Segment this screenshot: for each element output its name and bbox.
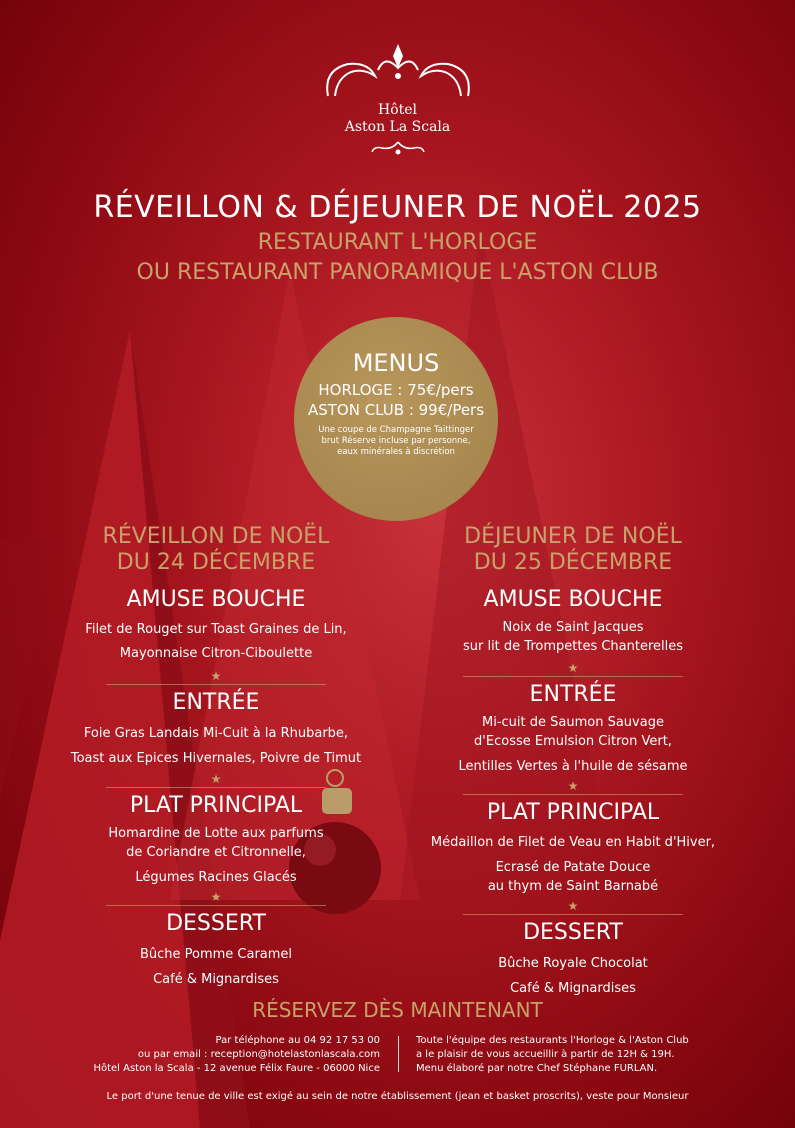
reserve-contact	[40, 1034, 380, 1076]
reserve-phone[interactable]: Par téléphone au 04 92 17 53 00	[215, 1035, 380, 1046]
reveillon-amuse-title: AMUSE BOUCHE	[126, 587, 306, 612]
divider	[106, 684, 326, 685]
flourish-icon	[368, 140, 428, 158]
reserve-team-note: Toute l'équipe des restaurants l'Horloge & l'Aston Club a le plaisir de vous accueillir à partir de 12H & 19H. Menu élaboré par notre Chef Stéphane FURLAN.	[416, 1035, 689, 1074]
menus-price-badge	[294, 317, 498, 521]
reveillon-plat-dish: Homardine de Lotte aux parfums de Coriandre et Citronnelle, Légumes Racines Glacés	[108, 826, 324, 885]
divider	[463, 676, 683, 677]
hotel-logo	[0, 40, 795, 158]
dejeuner-entree-title: ENTRÉE	[529, 682, 617, 707]
hotel-name-line1: Hôtel	[377, 102, 418, 118]
star-divider-icon: ★	[210, 669, 222, 683]
dejeuner-dessert-dish: Bûche Royale Chocolat Café & Mignardises	[498, 956, 648, 996]
dejeuner-entree-dish: Mi-cuit de Saumon Sauvage d'Ecosse Emulsion Citron Vert, Lentilles Vertes à l'huile de sésame	[458, 715, 688, 774]
menus-note: Une coupe de Champagne Taittinger brut Réserve incluse par personne, eaux minérales à discrétion	[318, 425, 474, 457]
star-divider-icon: ★	[210, 890, 222, 904]
reveillon-amuse-dish: Filet de Rouget sur Toast Graines de Lin, Mayonnaise Citron-Ciboulette	[85, 622, 347, 661]
menus-heading: MENUS	[352, 349, 440, 377]
divider	[106, 905, 326, 906]
reserve-title: RÉSERVEZ DÈS MAINTENANT	[252, 998, 543, 1022]
reveillon-dessert-title: DESSERT	[166, 911, 266, 936]
star-divider-icon: ★	[567, 661, 579, 675]
reserve-address: Hôtel Aston la Scala - 12 avenue Félix Faure - 06000 Nice	[93, 1063, 380, 1074]
star-divider-icon: ★	[567, 899, 579, 913]
reveillon-date: DU 24 DÉCEMBRE	[116, 550, 316, 575]
subtitle-aston-club: OU RESTAURANT PANORAMIQUE L'ASTON CLUB	[136, 260, 659, 285]
page-title: RÉVEILLON & DÉJEUNER DE NOËL 2025	[93, 190, 702, 225]
dejeuner-plat-dish: Médaillon de Filet de Veau en Habit d'Hiver, Ecrasé de Patate Douce au thym de Saint Barnabé	[430, 835, 716, 894]
dejeuner-title: DÉJEUNER DE NOËL	[464, 524, 682, 549]
reveillon-entree-dish: Foie Gras Landais Mi-Cuit à la Rhubarbe, Toast aux Epices Hivernales, Poivre de Timut	[70, 726, 362, 766]
dejeuner-amuse-dish: Noix de Saint Jacques sur lit de Trompettes Chanterelles	[462, 620, 684, 654]
reveillon-entree-title: ENTRÉE	[172, 690, 260, 715]
reserve-email[interactable]: ou par email : reception@hotelastonlascala.com	[137, 1049, 380, 1060]
dejeuner-dessert-title: DESSERT	[523, 920, 623, 945]
reveillon-column	[46, 524, 386, 992]
reveillon-plat-title: PLAT PRINCIPAL	[129, 793, 303, 818]
price-aston-club: ASTON CLUB : 99€/Pers	[307, 401, 485, 419]
star-divider-icon: ★	[567, 779, 579, 793]
dejeuner-column	[403, 524, 743, 1001]
divider	[106, 787, 326, 788]
reveillon-dessert-dish: Bûche Pomme Caramel Café & Mignardises	[139, 947, 293, 987]
crown-ornament-icon	[323, 40, 473, 102]
divider	[463, 914, 683, 915]
dejeuner-date: DU 25 DÉCEMBRE	[473, 550, 673, 575]
dejeuner-plat-title: PLAT PRINCIPAL	[486, 800, 660, 825]
dress-code-note: Le port d'une tenue de ville est exigé au sein de notre établissement (jean et basket proscrits), veste pour Monsieur	[106, 1091, 689, 1102]
subtitle-horloge: RESTAURANT L'HORLOGE	[257, 230, 538, 255]
footer-divider	[398, 1036, 399, 1072]
star-divider-icon: ★	[210, 772, 222, 786]
reveillon-title: RÉVEILLON DE NOËL	[102, 524, 330, 549]
divider	[463, 794, 683, 795]
hotel-name-line2: Aston La Scala	[344, 119, 451, 135]
dejeuner-amuse-title: AMUSE BOUCHE	[483, 587, 663, 612]
price-horloge: HORLOGE : 75€/pers	[318, 381, 474, 399]
